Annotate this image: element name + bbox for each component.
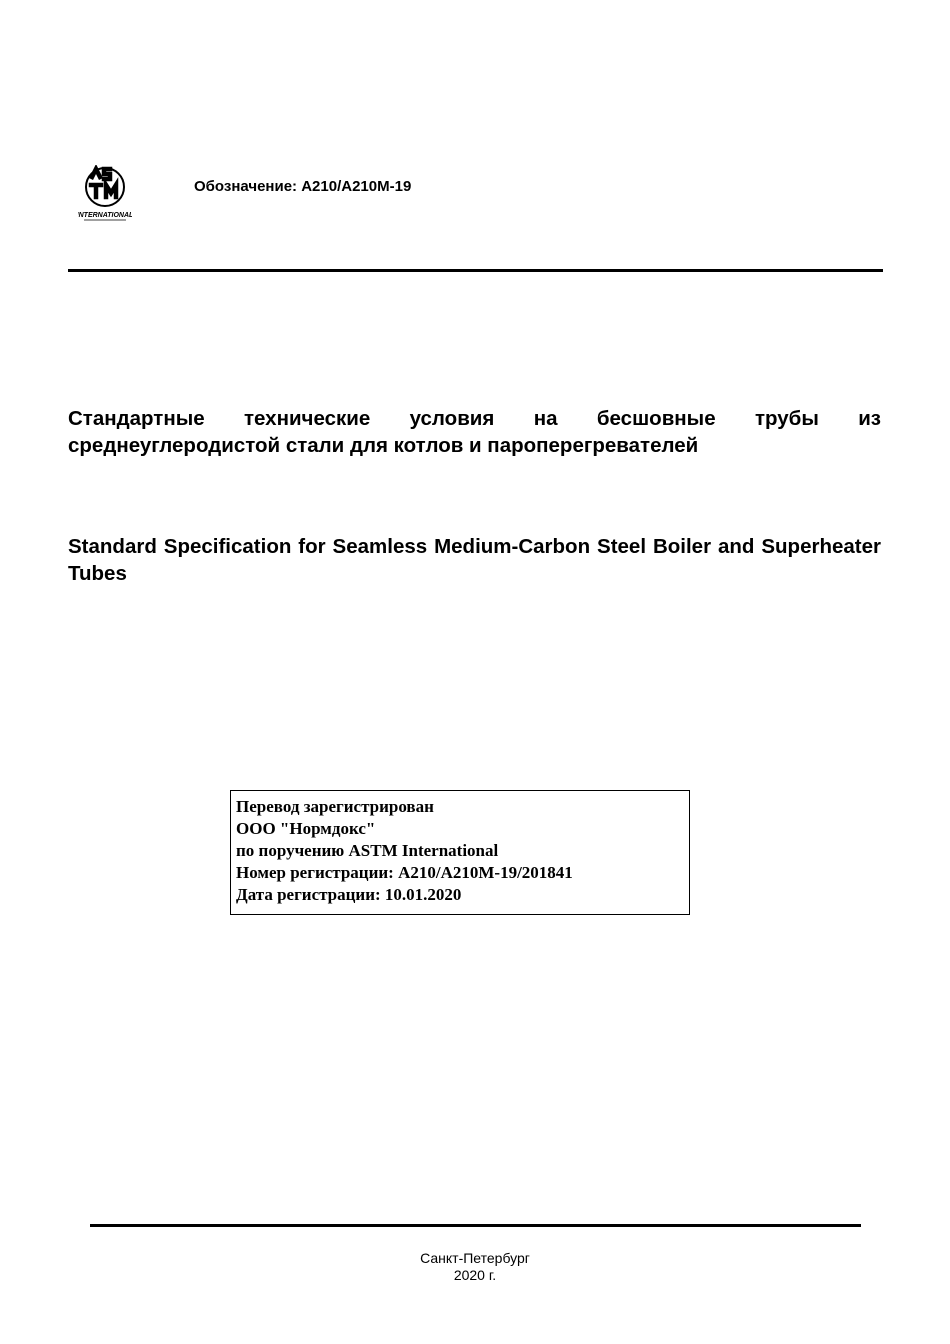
registration-line: ООО "Нормдокс": [236, 819, 376, 838]
svg-text:INTERNATIONAL: INTERNATIONAL: [78, 212, 132, 219]
title-english: Standard Specification for Seamless Medium-Carbon Steel Boiler and Superheater Tubes: [68, 535, 881, 585]
footer-city: Санкт-Петербург: [420, 1250, 530, 1266]
registration-line: по поручению ASTM International: [236, 841, 499, 860]
footer-place: [0, 1250, 950, 1284]
top-divider: [68, 269, 883, 272]
astm-logo-icon: [78, 165, 132, 223]
title-russian: Стандартные технические условия на бесшовные трубы из среднеуглеродистой стали для котлов и пароперегревателей: [68, 407, 881, 457]
registration-date: Дата регистрации: 10.01.2020: [236, 885, 462, 904]
registration-number: Номер регистрации: A210/A210M-19/201841: [236, 863, 573, 882]
registration-line: Перевод зарегистрирован: [236, 797, 434, 816]
footer-year: 2020 г.: [453, 1267, 497, 1283]
designation: Обозначение: A210/A210M-19: [194, 178, 412, 195]
bottom-divider: [90, 1224, 861, 1227]
registration-box: [230, 790, 690, 915]
